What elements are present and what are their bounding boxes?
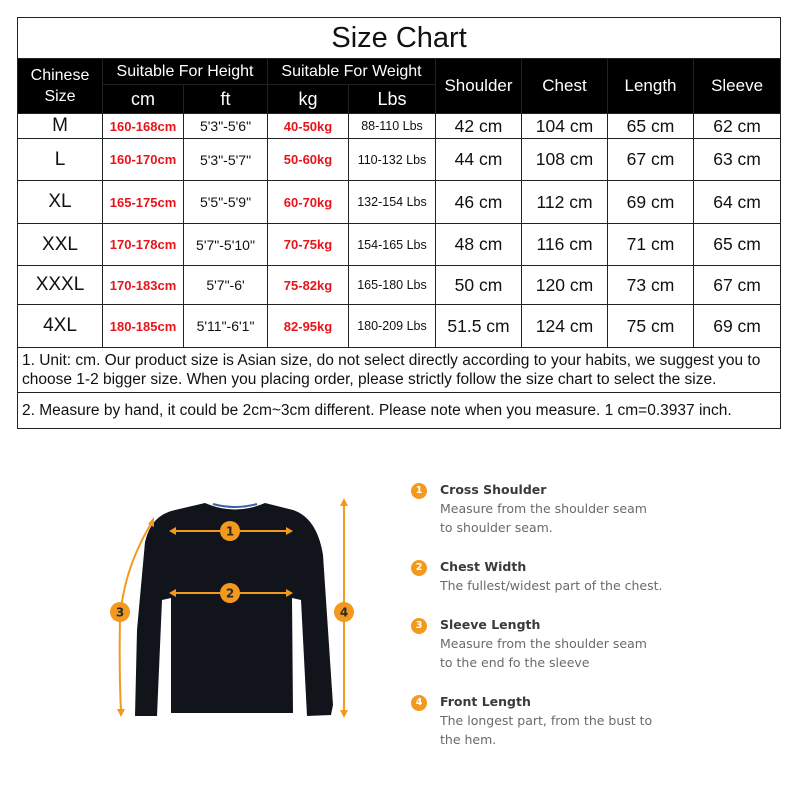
length-cell: 67 cm xyxy=(608,139,694,181)
size-cell: 4XL xyxy=(18,305,103,348)
number-1-icon: 1 xyxy=(411,483,427,499)
chest-cell: 120 cm xyxy=(522,266,608,305)
sleeve-cell: 64 cm xyxy=(694,181,781,224)
title-row xyxy=(18,18,781,59)
height-ft-cell: 5'5"-5'9" xyxy=(184,181,268,224)
weight-lbs-cell: 132-154 Lbs xyxy=(349,181,436,224)
header-chinese-size: Chinese Size xyxy=(18,59,103,114)
height-cm-cell: 160-170cm xyxy=(103,139,184,181)
weight-lbs-cell: 110-132 Lbs xyxy=(349,139,436,181)
note-row xyxy=(18,348,781,393)
legend-item-sleeve-length xyxy=(408,615,708,672)
sleeve-cell: 63 cm xyxy=(694,139,781,181)
header-cm: cm xyxy=(103,85,184,114)
weight-kg-cell: 75-82kg xyxy=(268,266,349,305)
legend-desc-line: to the end fo the sleeve xyxy=(440,655,590,670)
weight-lbs-cell: 165-180 Lbs xyxy=(349,266,436,305)
note-row xyxy=(18,393,781,429)
height-cm-cell: 180-185cm xyxy=(103,305,184,348)
legend-desc-line: to shoulder seam. xyxy=(440,520,553,535)
size-chart-table xyxy=(17,17,781,429)
weight-lbs-cell: 88-110 Lbs xyxy=(349,114,436,139)
table-row xyxy=(18,305,781,348)
height-cm-cell: 170-178cm xyxy=(103,224,184,266)
sleeve-cell: 69 cm xyxy=(694,305,781,348)
shoulder-cell: 46 cm xyxy=(436,181,522,224)
shoulder-cell: 44 cm xyxy=(436,139,522,181)
weight-kg-cell: 40-50kg xyxy=(268,114,349,139)
chest-cell: 112 cm xyxy=(522,181,608,224)
length-cell: 73 cm xyxy=(608,266,694,305)
svg-text:2: 2 xyxy=(225,586,235,601)
weight-kg-cell: 50-60kg xyxy=(268,139,349,181)
header-row-1 xyxy=(18,59,781,85)
weight-lbs-cell: 180-209 Lbs xyxy=(349,305,436,348)
legend-desc-line: The longest part, from the bust to xyxy=(440,713,653,728)
table-row xyxy=(18,266,781,305)
table-row xyxy=(18,139,781,181)
legend-item-front-length xyxy=(408,692,708,749)
height-ft-cell: 5'7"-6' xyxy=(184,266,268,305)
height-cm-cell: 160-168cm xyxy=(103,114,184,139)
height-cm-cell: 165-175cm xyxy=(103,181,184,224)
length-cell: 65 cm xyxy=(608,114,694,139)
length-cell: 71 cm xyxy=(608,224,694,266)
number-3-icon: 3 xyxy=(411,618,427,634)
header-sleeve: Sleeve xyxy=(694,59,781,114)
header-weight-group: Suitable For Weight xyxy=(268,59,436,85)
chest-cell: 108 cm xyxy=(522,139,608,181)
legend-desc-line: The fullest/widest part of the chest. xyxy=(440,578,663,593)
header-chest: Chest xyxy=(522,59,608,114)
svg-text:3: 3 xyxy=(115,605,125,620)
header-height-group: Suitable For Height xyxy=(103,59,268,85)
sleeve-cell: 62 cm xyxy=(694,114,781,139)
height-ft-cell: 5'3"-5'6" xyxy=(184,114,268,139)
measurement-legend xyxy=(408,480,708,769)
length-cell: 69 cm xyxy=(608,181,694,224)
sleeve-cell: 65 cm xyxy=(694,224,781,266)
size-cell: XXL xyxy=(18,224,103,266)
table-row xyxy=(18,181,781,224)
height-ft-cell: 5'3"-5'7" xyxy=(184,139,268,181)
legend-title: Cross Shoulder xyxy=(440,482,547,497)
header-length: Length xyxy=(608,59,694,114)
shoulder-cell: 51.5 cm xyxy=(436,305,522,348)
chest-cell: 124 cm xyxy=(522,305,608,348)
number-4-icon: 4 xyxy=(411,695,427,711)
table-row xyxy=(18,224,781,266)
note-1: 1. Unit: cm. Our product size is Asian size, do not select directly according to your habits, we suggest you to choose 1-2 bigger size. When you placing order, please strictly follow the size chart to select the size. xyxy=(18,348,781,393)
legend-desc-line: Measure from the shoulder seam xyxy=(440,636,647,651)
legend-title: Chest Width xyxy=(440,559,527,574)
shoulder-cell: 42 cm xyxy=(436,114,522,139)
weight-kg-cell: 70-75kg xyxy=(268,224,349,266)
height-ft-cell: 5'7"-5'10" xyxy=(184,224,268,266)
weight-kg-cell: 60-70kg xyxy=(268,181,349,224)
note-2: 2. Measure by hand, it could be 2cm~3cm different. Please note when you measure. 1 cm=0.3937 inch. xyxy=(18,393,781,429)
legend-item-chest-width xyxy=(408,557,708,595)
garment-diagram xyxy=(95,480,385,780)
sweater-illustration xyxy=(95,480,385,780)
weight-kg-cell: 82-95kg xyxy=(268,305,349,348)
legend-item-cross-shoulder xyxy=(408,480,708,537)
chart-title: Size Chart xyxy=(18,18,781,59)
height-cm-cell: 170-183cm xyxy=(103,266,184,305)
legend-title: Front Length xyxy=(440,694,531,709)
height-ft-cell: 5'11"-6'1" xyxy=(184,305,268,348)
table-row xyxy=(18,114,781,139)
shoulder-cell: 50 cm xyxy=(436,266,522,305)
legend-desc-line: Measure from the shoulder seam xyxy=(440,501,647,516)
size-cell: M xyxy=(18,114,103,139)
size-cell: XL xyxy=(18,181,103,224)
header-kg: kg xyxy=(268,85,349,114)
chest-cell: 104 cm xyxy=(522,114,608,139)
header-ft: ft xyxy=(184,85,268,114)
svg-text:1: 1 xyxy=(225,524,235,539)
size-cell: L xyxy=(18,139,103,181)
header-lbs: Lbs xyxy=(349,85,436,114)
legend-desc-line: the hem. xyxy=(440,732,497,747)
header-shoulder: Shoulder xyxy=(436,59,522,114)
chest-cell: 116 cm xyxy=(522,224,608,266)
weight-lbs-cell: 154-165 Lbs xyxy=(349,224,436,266)
svg-text:4: 4 xyxy=(339,605,349,620)
legend-title: Sleeve Length xyxy=(440,617,541,632)
number-2-icon: 2 xyxy=(411,560,427,576)
shoulder-cell: 48 cm xyxy=(436,224,522,266)
size-cell: XXXL xyxy=(18,266,103,305)
length-cell: 75 cm xyxy=(608,305,694,348)
sleeve-cell: 67 cm xyxy=(694,266,781,305)
